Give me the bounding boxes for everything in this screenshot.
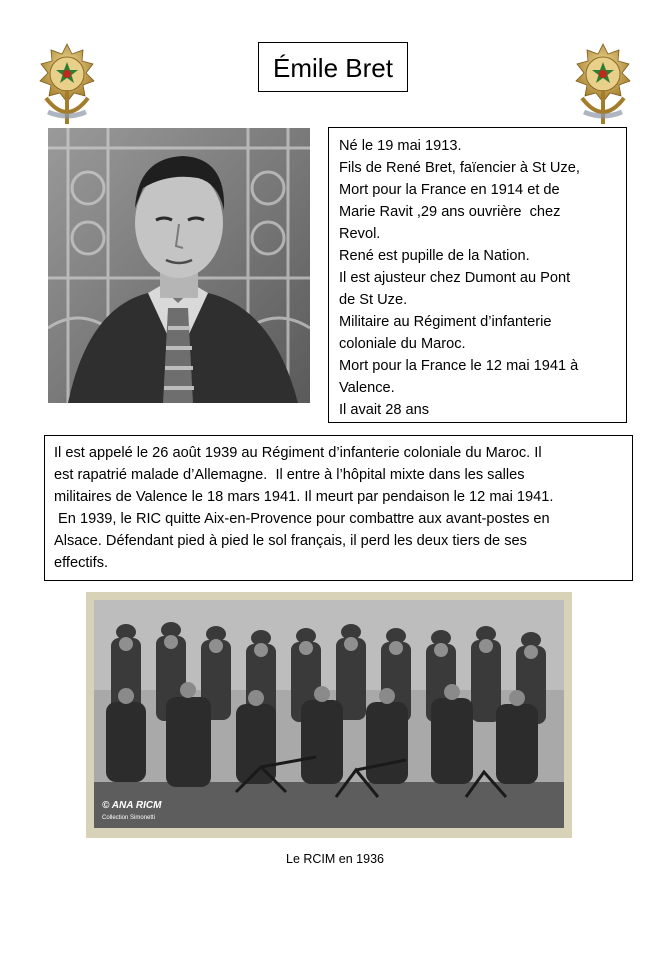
story-line: En 1939, le RIC quitte Aix-en-Provence pour combattre aux avant-postes en <box>54 511 550 527</box>
bio-line: Valence. <box>339 380 395 396</box>
biography-box <box>328 127 627 423</box>
regiment-group-photo <box>86 592 572 838</box>
story-line: est rapatrié malade d’Allemagne. Il entre à l’hôpital mixte dans les salles <box>54 467 525 483</box>
bio-line: Mort pour la France le 12 mai 1941 à <box>339 358 579 374</box>
story-line: militaires de Valence le 18 mars 1941. Il meurt par pendaison le 12 mai 1941. <box>54 489 554 505</box>
bio-line: Il avait 28 ans <box>339 402 430 418</box>
bio-line: Mort pour la France en 1914 et de <box>339 182 560 198</box>
regiment-insignia-left-icon <box>34 40 100 130</box>
photo-watermark-sub: Collection Simonetti <box>102 815 156 821</box>
bio-line: Né le 19 mai 1913. <box>339 138 462 154</box>
story-line: Alsace. Défendant pied à pied le sol français, il perd les deux tiers de ses <box>54 533 527 549</box>
bio-line: Marie Ravit ,29 ans ouvrière chez <box>339 204 561 220</box>
bio-line: René est pupille de la Nation. <box>339 248 530 264</box>
page-title: Émile Bret <box>258 42 408 92</box>
photo-caption: Le RCIM en 1936 <box>286 852 384 866</box>
bio-line: Revol. <box>339 226 381 242</box>
history-box <box>44 435 633 581</box>
portrait-photo <box>48 128 310 403</box>
photo-watermark: © ANA RICM <box>102 800 162 811</box>
bio-line: de St Uze. <box>339 292 408 308</box>
story-line: effectifs. <box>54 555 109 571</box>
bio-line: Militaire au Régiment d’infanterie <box>339 314 552 330</box>
bio-line: Fils de René Bret, faïencier à St Uze, <box>339 160 580 176</box>
regiment-insignia-right-icon <box>570 40 636 130</box>
bio-line: Il est ajusteur chez Dumont au Pont <box>339 270 571 286</box>
bio-line: coloniale du Maroc. <box>339 336 466 352</box>
story-line: Il est appelé le 26 août 1939 au Régiment d’infanterie coloniale du Maroc. Il <box>54 445 542 461</box>
